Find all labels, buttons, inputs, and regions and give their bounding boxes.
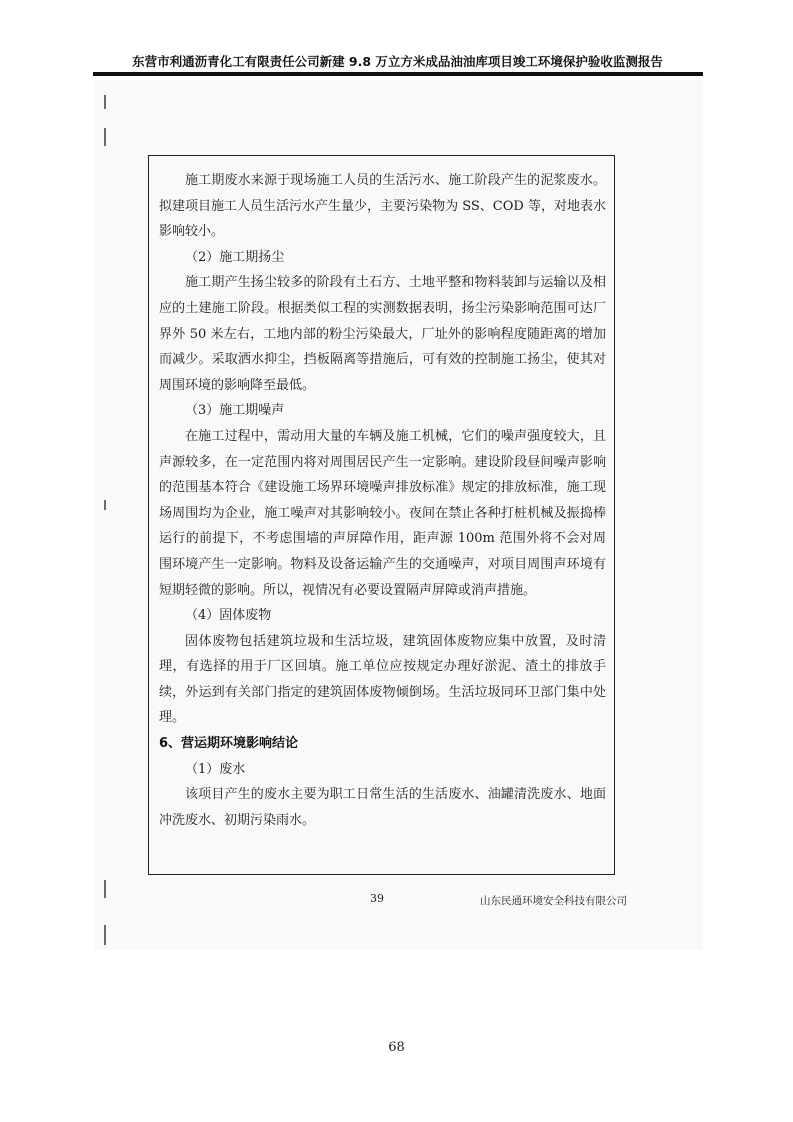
paragraph-construction-wastewater: 施工期废水来源于现场施工人员的生活污水、施工阶段产生的泥浆废水。拟建项目施工人员生活污水产生量少，主要污染物为 SS、COD 等，对地表水影响较小。 bbox=[159, 173, 606, 240]
binding-mark bbox=[104, 95, 106, 109]
inner-page-number: 39 bbox=[370, 892, 384, 905]
heading-wastewater: （1）废水 bbox=[185, 761, 246, 777]
binding-mark bbox=[104, 500, 106, 510]
heading-solid-waste: （4）固体废物 bbox=[185, 608, 272, 624]
paragraph-construction-noise: 在施工过程中，需动用大量的车辆及施工机械，它们的噪声强度较大，且声源较多，在一定范围内将对周围居民产生一定影响。建设阶段昼间噪声影响的范围基本符合《建设施工场界环境噪声排放标准》规定的排放标准，施工现场周围均为企业，施工噪声对其影响较小。夜间在禁止各种打桩机械及振捣棒运行的前提下，不考虑围墙的声屏障作用，距声源 100m 范围外将不会对周围环境产生一定影响。物料及设备运输产生的交通噪声，对项目周围声环境有短期轻微的影响。所以，视情况有必要设置隔声屏障或消声措施。 bbox=[159, 428, 606, 598]
report-header-title: 东营市利通沥青化工有限责任公司新建 9.8 万立方米成品油油库项目竣工环境保护验收监测报告 bbox=[132, 54, 663, 69]
heading-construction-noise: （3）施工期噪声 bbox=[185, 403, 285, 419]
paragraph-construction-dust: 施工期产生扬尘较多的阶段有土石方、土地平整和物料装卸与运输以及相应的土建施工阶段。根据类似工程的实测数据表明，扬尘污染影响范围可达厂界外 50 米左右，工地内部的粉尘污染最大，厂址外的影响程度随距离的增加而减少。采取洒水抑尘，挡板隔离等措施后，可有效的控制施工扬尘，使其对周围环境的影响降至最低。 bbox=[159, 275, 606, 393]
section-operation-conclusion: 6、营运期环境影响结论 bbox=[159, 736, 299, 752]
company-name: 山东民通环境安全科技有限公司 bbox=[480, 895, 627, 907]
paragraph-wastewater: 该项目产生的废水主要为职工日常生活的生活废水、油罐清洗废水、地面冲洗废水、初期污染雨水。 bbox=[159, 787, 606, 828]
paragraph-solid-waste: 固体废物包括建筑垃圾和生活垃圾，建筑固体废物应集中放置，及时清理，有选择的用于厂区回填。施工单位应按规定办理好淤泥、渣土的排放手续，外运到有关部门指定的建筑固体废物倾倒场。生活垃圾同环卫部门集中处理。 bbox=[159, 633, 606, 726]
header-rule bbox=[93, 72, 703, 76]
binding-mark bbox=[104, 925, 106, 945]
heading-construction-dust: （2）施工期扬尘 bbox=[185, 249, 285, 265]
binding-mark bbox=[104, 880, 106, 898]
page-number: 68 bbox=[388, 1040, 405, 1055]
binding-mark bbox=[104, 128, 106, 146]
content-frame bbox=[148, 155, 615, 875]
